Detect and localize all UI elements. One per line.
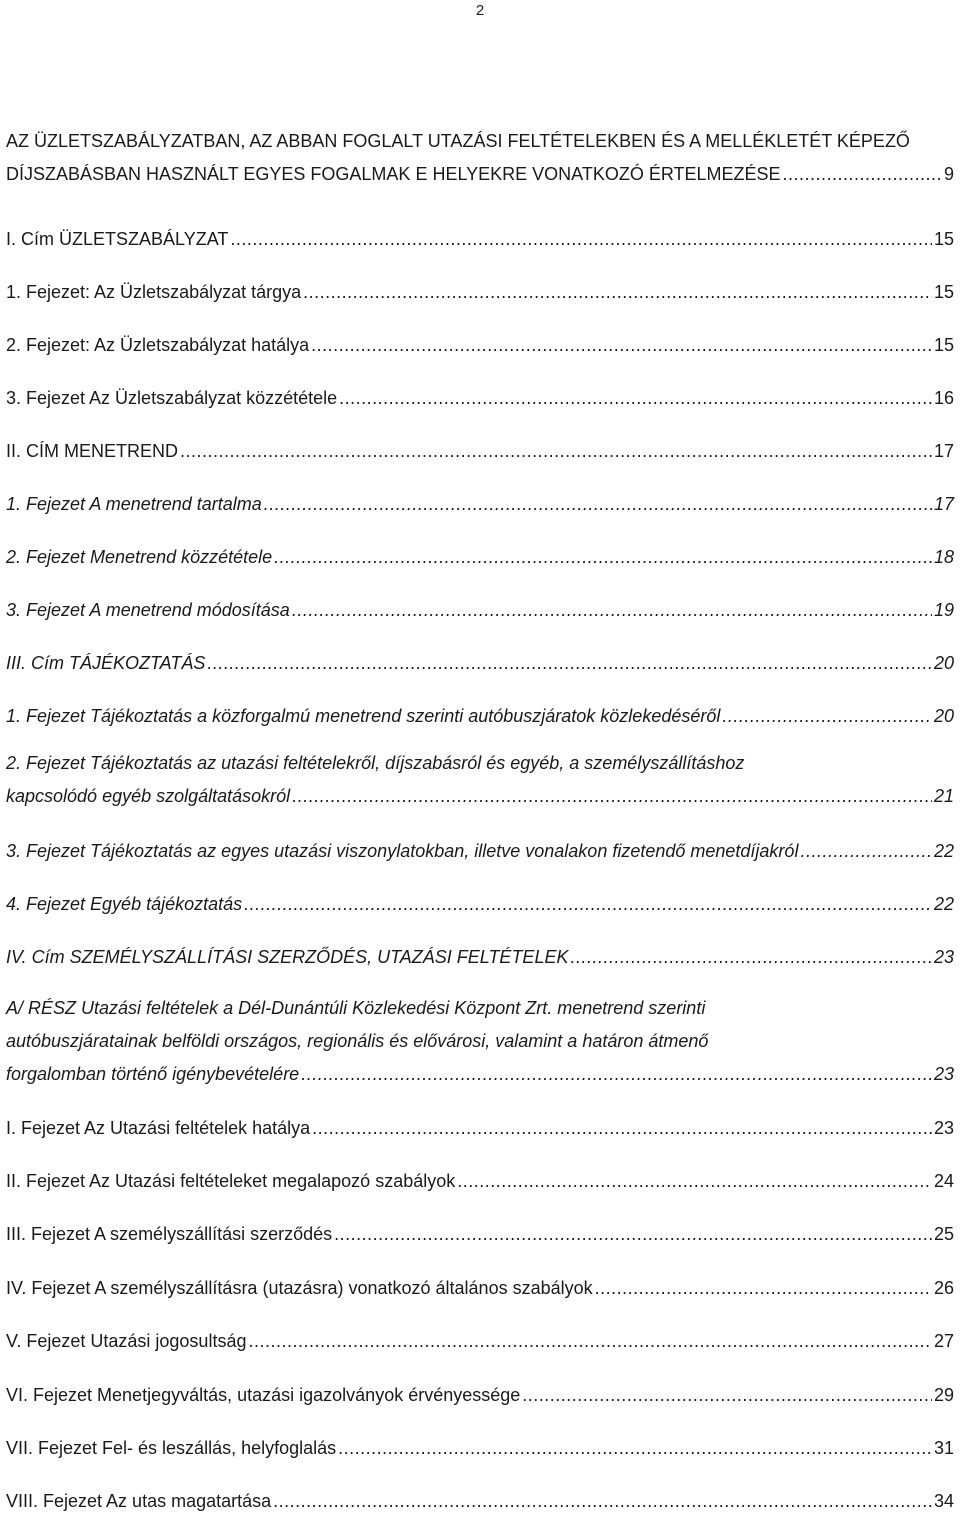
toc-entry[interactable] [6,1277,954,1299]
toc-entry-title: III. Cím TÁJÉKOZTATÁS [6,653,206,673]
toc-entry-page: 31 [933,1438,954,1458]
dot-leader [273,1490,932,1512]
toc-entry-title: 2. Fejezet Tájékoztatás az utazási feltételekről, díjszabásról és egyéb, a személyszállításhoz [6,753,745,773]
dot-leader [292,785,932,807]
toc-entry-title: 4. Fejezet Egyéb tájékoztatás [6,894,243,914]
dot-leader [303,281,932,303]
toc-entry[interactable] [6,752,954,807]
toc-entry-title: I. Fejezet Az Utazási feltételek hatálya [6,1118,311,1138]
toc-entry-page: 34 [933,1491,954,1511]
toc-entry[interactable] [6,1170,954,1192]
toc-entry-page: 20 [933,706,954,726]
toc-entry[interactable] [6,599,954,621]
toc-entry-page: 24 [933,1171,954,1191]
toc-entry-title: autóbuszjáratainak belföldi országos, regionális és elővárosi, valamint a határon átmenő [6,1031,709,1051]
toc-entry-title: DÍJSZABÁSBAN HASZNÁLT EGYES FOGALMAK E HELYEKRE VONATKOZÓ ÉRTELMEZÉSE [6,164,781,184]
dot-leader [264,493,932,515]
toc-entry-page: 26 [933,1278,954,1298]
toc-entry-title: 1. Fejezet: Az Üzletszabályzat tárgya [6,282,302,302]
toc-entry-title: 1. Fejezet Tájékoztatás a közforgalmú menetrend szerinti autóbuszjáratok közlekedéséről [6,706,721,726]
toc-entry[interactable] [6,946,954,968]
toc-entry-page: 23 [933,947,954,967]
toc-entry[interactable] [6,1117,954,1139]
toc-entry-page: 23 [933,1118,954,1138]
toc-entry-page: 22 [933,894,954,914]
toc-entry-title: VII. Fejezet Fel- és leszállás, helyfoglalás [6,1438,337,1458]
toc-entry[interactable] [6,387,954,409]
dot-leader [338,1437,932,1459]
toc-entry-title: IV. Fejezet A személyszállításra (utazásra) vonatkozó általános szabályok [6,1278,593,1298]
dot-leader [311,334,932,356]
dot-leader [722,705,932,727]
toc-entry[interactable] [6,1384,954,1406]
toc-entry-title: V. Fejezet Utazási jogosultság [6,1331,247,1351]
toc-entry-title: 1. Fejezet A menetrend tartalma [6,494,262,514]
dot-leader [292,599,932,621]
toc-entry[interactable] [6,705,954,727]
toc-entry[interactable] [6,840,954,862]
dot-leader [274,546,932,568]
toc-entry-page: 9 [943,164,954,184]
toc-entry-title: 3. Fejezet A menetrend módosítása [6,600,290,620]
dot-leader [180,440,932,462]
toc-entry-title: I. Cím ÜZLETSZABÁLYZAT [6,229,229,249]
dot-leader [312,1117,932,1139]
toc-entry-page: 17 [933,494,954,514]
toc-entry[interactable] [6,281,954,303]
toc-entry-title: II. Fejezet Az Utazási feltételeket megalapozó szabályok [6,1171,456,1191]
dot-leader [595,1277,932,1299]
dot-leader [207,652,932,674]
toc-entry[interactable] [6,440,954,462]
toc-entry[interactable] [6,228,954,250]
toc-entry-title: IV. Cím SZEMÉLYSZÁLLÍTÁSI SZERZŐDÉS, UTAZÁSI FELTÉTELEK [6,947,569,967]
dot-leader [248,1330,932,1352]
toc-entry-title: 2. Fejezet Menetrend közzététele [6,547,273,567]
toc-entry-page: 16 [933,388,954,408]
toc-entry-page: 23 [933,1064,954,1084]
dot-leader [570,946,932,968]
toc-entry-page: 18 [933,547,954,567]
dot-leader [783,163,942,185]
toc-entry[interactable] [6,652,954,674]
toc-entry-page: 17 [933,441,954,461]
toc-entry[interactable] [6,1490,954,1512]
toc-entry-page: 19 [933,600,954,620]
dot-leader [800,840,932,862]
toc-entry[interactable] [6,997,954,1085]
toc-entry-page: 20 [933,653,954,673]
toc-entry-page: 25 [933,1224,954,1244]
toc-entry-page: 15 [933,229,954,249]
toc-entry-page: 27 [933,1331,954,1351]
dot-leader [230,228,932,250]
toc-entry-title: 2. Fejezet: Az Üzletszabályzat hatálya [6,335,310,355]
toc-entry[interactable] [6,1437,954,1459]
toc-entry[interactable] [6,130,954,185]
dot-leader [244,893,932,915]
toc-entry-title: A/ RÉSZ Utazási feltételek a Dél-Dunántúli Közlekedési Központ Zrt. menetrend szerinti [6,998,706,1018]
dot-leader [522,1384,932,1406]
toc-entry-title: II. CÍM MENETREND [6,441,179,461]
toc-entry-title: 3. Fejezet Tájékoztatás az egyes utazási viszonylatokban, illetve vonalakon fizetendő menetdíjakról [6,841,799,861]
toc-entry-title: III. Fejezet A személyszállítási szerződés [6,1224,333,1244]
toc-entry[interactable] [6,1330,954,1352]
toc-entry-page: 22 [933,841,954,861]
dot-leader [457,1170,932,1192]
page-number: 2 [475,2,485,19]
toc-entry[interactable] [6,493,954,515]
toc-entry[interactable] [6,893,954,915]
dot-leader [339,387,932,409]
dot-leader [334,1223,932,1245]
toc-entry[interactable] [6,546,954,568]
toc-entry-title: VIII. Fejezet Az utas magatartása [6,1491,272,1511]
toc-entry-title: kapcsolódó egyéb szolgáltatásokról [6,786,291,806]
dot-leader [301,1063,932,1085]
toc-entry-page: 15 [933,282,954,302]
toc-entry-page: 29 [933,1385,954,1405]
toc-entry[interactable] [6,1223,954,1245]
toc-entry-page: 21 [933,786,954,806]
toc-entry-title: VI. Fejezet Menetjegyváltás, utazási igazolványok érvényessége [6,1385,521,1405]
toc-entry[interactable] [6,334,954,356]
toc-entry-title: forgalomban történő igénybevételére [6,1064,300,1084]
toc-entry-page: 15 [933,335,954,355]
toc-entry-title: AZ ÜZLETSZABÁLYZATBAN, AZ ABBAN FOGLALT UTAZÁSI FELTÉTELEKBEN ÉS A MELLÉKLETÉT KÉPEZŐ [6,131,910,151]
toc-entry-title: 3. Fejezet Az Üzletszabályzat közzététele [6,388,338,408]
